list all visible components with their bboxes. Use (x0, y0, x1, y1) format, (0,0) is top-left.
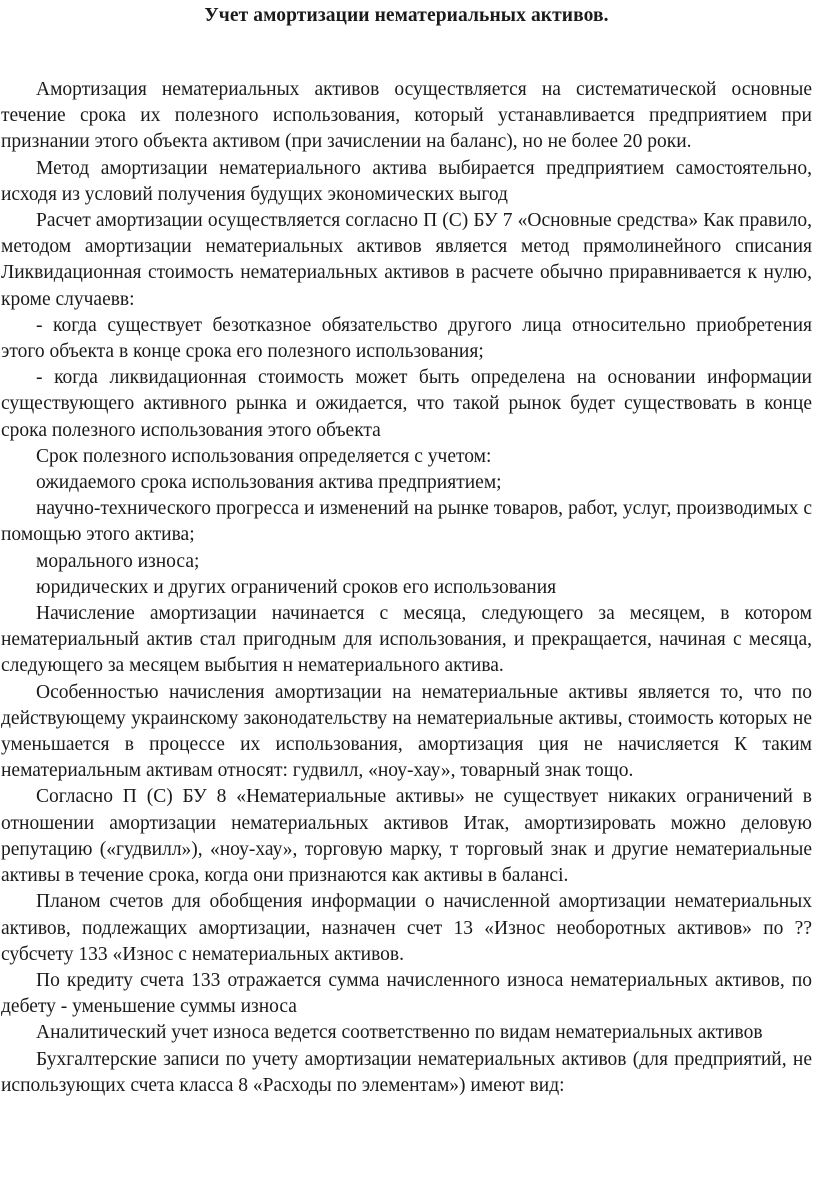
paragraph-depreciation-intro: Амортизация нематериальных активов осуществляется на систематической основные течение срока их полезного использования, который устанавливается предприятием при признании этого объекта активом (при зачислении на баланс), но не более 20 роки. (1, 79, 812, 153)
list-item-legal-limits: юридических и других ограничений сроков его использования (36, 576, 557, 598)
paragraph-analytical-accounting: Аналитический учет износа ведется соответственно по видам нематериальных активов (36, 1022, 763, 1044)
paragraph-useful-life-intro: Срок полезного использования определяется с учетом: (36, 445, 492, 467)
paragraph-method-choice: Метод амортизации нематериального актива выбирается предприятием самостоятельно, исходя из условий получения будущих экономических выгод (1, 157, 812, 205)
title-spacer (1, 30, 812, 77)
paragraph-chart-of-accounts: Планом счетов для обобщения информации о начисленной амортизации нематериальных активов, подлежащих амортизации, назначен счет 13 «Износ необоротных активов» по ??субсчету 133 «Износ с нематериальных активов. (1, 891, 812, 965)
paragraph-case-obligation: - когда существует безотказное обязательство другого лица относительно приобретения этого объекта в конце срока его полезного использования; (1, 314, 812, 363)
list-item-technical-progress: научно-технического прогресса и изменений на рынке товаров, работ, услуг, производимых с помощью этого актива; (1, 498, 812, 546)
paragraph-bookkeeping-entries: Бухгалтерские записи по учету амортизации нематериальных активов (для предприятий, не использующих счета класса 8 «Расходы по элементам») имеют вид: (1, 1048, 812, 1096)
paragraph-case-active-market: - когда ликвидационная стоимость может быть определена на основании информации существующего активного рынка и ожидается, что такой рынок будет существовать в конце срока полезного использования этого объекта (1, 367, 812, 441)
paragraph-no-depreciation: Особенностью начисления амортизации на нематериальные активы является то, что по действующему украинскому законодательству на нематериальные активы, стоимость которых не уменьшается в процессе их использования, амортизация ция не начисляется К таким нематериальным активам относят: гудвилл, «ноу-хау», товарный знак тощо. (1, 681, 812, 782)
document-title: Учет амортизации нематериальных активов. (204, 5, 609, 26)
paragraph-calculation-standard: Расчет амортизации осуществляется согласно П (С) БУ 7 «Основные средства» Как правило, методом амортизации нематериальных активов является метод прямолинейного списания Ликвидационная стоимость нематериальных активов в расчете обычно приравнивается к нулю, кроме случаевв: (1, 210, 812, 310)
list-item-obsolescence: морального износа; (36, 550, 200, 572)
list-item-expected-term: ожидаемого срока использования актива предприятием; (36, 472, 502, 494)
paragraph-standard-8: Согласно П (С) БУ 8 «Нематериальные активы» не существует никаких ограничений в отношении амортизации нематериальных активов Итак, амортизировать можно деловую репутацию («гудвилл»), «ноу-хау», торговую марку, т торговый знак и другие нематериальные активы в течение срока, когда они признаются как активы в балансі. (1, 786, 812, 887)
paragraph-accrual-start: Начисление амортизации начинается с месяца, следующего за месяцем, в котором нематериальный актив стал пригодным для использования, и прекращается, начиная с месяца, следующего за месяцем выбытия н нематериального актива. (1, 603, 812, 677)
paragraph-account-133: По кредиту счета 133 отражается сумма начисленного износа нематериальных активов, по дебету - уменьшение суммы износа (1, 969, 812, 1018)
